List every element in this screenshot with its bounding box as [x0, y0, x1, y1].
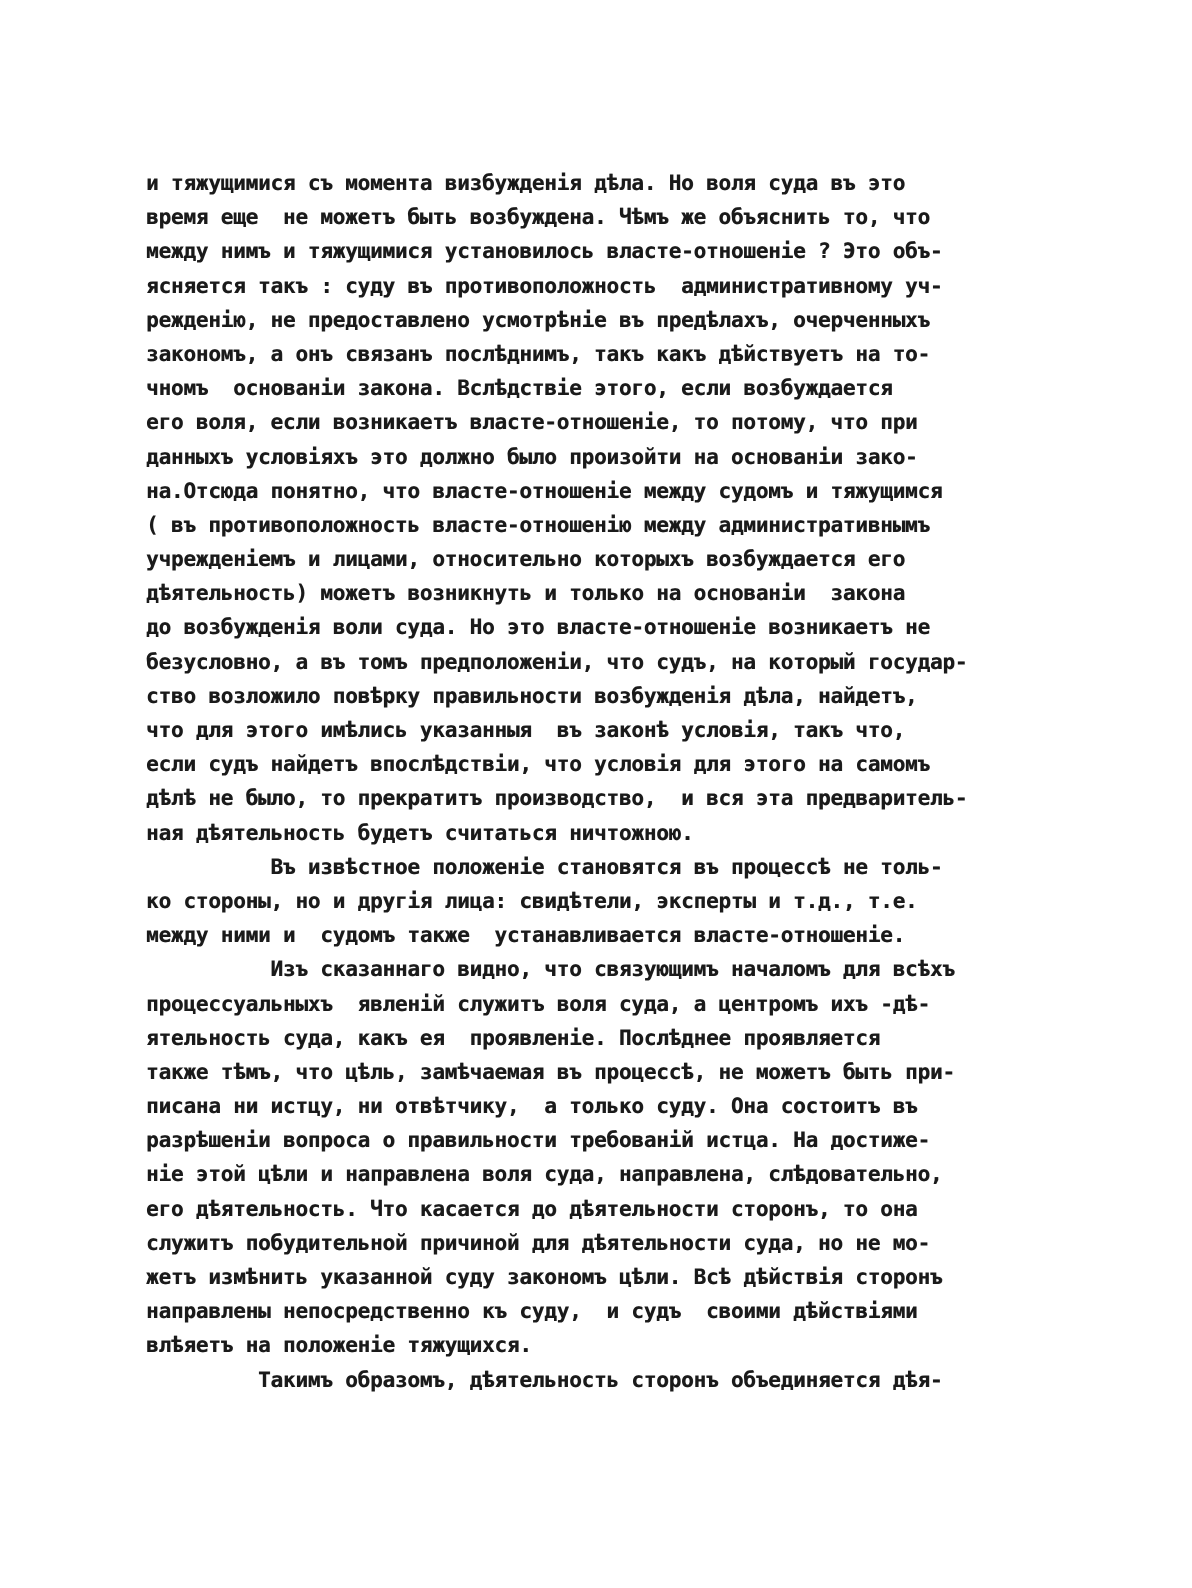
text-line: Изъ сказаннаго видно, что связующимъ началомъ для всѣхъ — [146, 957, 955, 982]
text-line: время еще не можетъ быть возбуждена. Чѣмъ же объяснить то, что — [146, 205, 930, 230]
text-line: и тяжущимися съ момента визбужденія дѣла. Но воля суда въ это — [146, 171, 906, 195]
text-line: писана ни истцу, ни отвѣтчику, а только суду. Она состоитъ въ — [146, 1094, 918, 1119]
text-line: также тѣмъ, что цѣль, замѣчаемая въ процессѣ, не можетъ быть при- — [146, 1059, 955, 1084]
text-line: его дѣятельность. Что касается до дѣятельности сторонъ, то она — [146, 1196, 918, 1221]
text-line: влѣяетъ на положеніе тяжущихся. — [146, 1333, 532, 1358]
text-line: данныхъ условіяхъ это должно было произойти на основаніи зако- — [146, 444, 918, 469]
text-line: на.Отсюда понятно, что власте-отношеніе между судомъ и тяжущимся — [146, 478, 943, 503]
text-line: ство возложило повѣрку правильности возбужденія дѣла, найдетъ, — [146, 683, 918, 708]
typewritten-text-block — [146, 166, 1046, 1397]
text-line: дѣятельность) можетъ возникнуть и только на основаніи закона — [146, 581, 906, 606]
text-line: если судъ найдетъ впослѣдствіи, что условія для этого на самомъ — [146, 752, 930, 777]
text-line: чномъ основаніи закона. Вслѣдствіе этого, если возбуждается — [146, 376, 893, 401]
text-line: учрежденіемъ и лицами, относительно которыхъ возбуждается его — [146, 547, 906, 572]
text-line: его воля, если возникаетъ власте-отношеніе, то потому, что при — [146, 410, 918, 435]
text-line: ніе этой цѣли и направлена воля суда, направлена, слѣдовательно, — [146, 1162, 943, 1187]
text-line: ятельность суда, какъ ея проявленіе. Послѣднее проявляется — [146, 1025, 881, 1050]
text-line: дѣлѣ не было, то прекратитъ производство, и вся эта предваритель- — [146, 786, 968, 811]
text-line: ясняется такъ : суду въ противоположность административному уч- — [146, 273, 943, 298]
text-line: ная дѣятельность будетъ считаться ничтожною. — [146, 820, 694, 845]
text-line: что для этого имѣлись указанныя въ законѣ условія, такъ что, — [146, 718, 906, 742]
text-line: ко стороны, но и другія лица: свидѣтели, эксперты и т.д., т.е. — [146, 888, 918, 913]
text-line: между нимъ и тяжущимися установилось власте-отношеніе ? Это объ- — [146, 239, 943, 264]
text-line: жетъ измѣнить указанной суду закономъ цѣли. Всѣ дѣйствія сторонъ — [146, 1265, 943, 1289]
text-line: направлены непосредственно къ суду, и судъ своими дѣйствіями — [146, 1299, 918, 1324]
text-line: безусловно, а въ томъ предположеніи, что судъ, на который государ- — [146, 649, 968, 674]
text-line: служитъ побудительной причиной для дѣятельности суда, но не мо- — [146, 1230, 930, 1255]
text-line: ( въ противоположность власте-отношенію между административнымъ — [146, 512, 930, 537]
text-line: режденію, не предоставлено усмотрѣніе въ предѣлахъ, очерченныхъ — [146, 307, 930, 332]
text-line: закономъ, а онъ связанъ послѣднимъ, такъ какъ дѣйствуетъ на то- — [146, 341, 930, 366]
text-line: Такимъ образомъ, дѣятельность сторонъ объединяется дѣя- — [146, 1367, 943, 1392]
text-line: Въ извѣстное положеніе становятся въ процессѣ не толь- — [146, 854, 943, 879]
text-line: между ними и судомъ также устанавливается власте-отношеніе. — [146, 923, 906, 948]
text-line: разрѣшеніи вопроса о правильности требованій истца. На достиже- — [146, 1128, 930, 1153]
text-line: процессуальныхъ явленій служитъ воля суда, а центромъ ихъ -дѣ- — [146, 991, 930, 1016]
text-line: до возбужденія воли суда. Но это власте-отношеніе возникаетъ не — [146, 615, 930, 640]
